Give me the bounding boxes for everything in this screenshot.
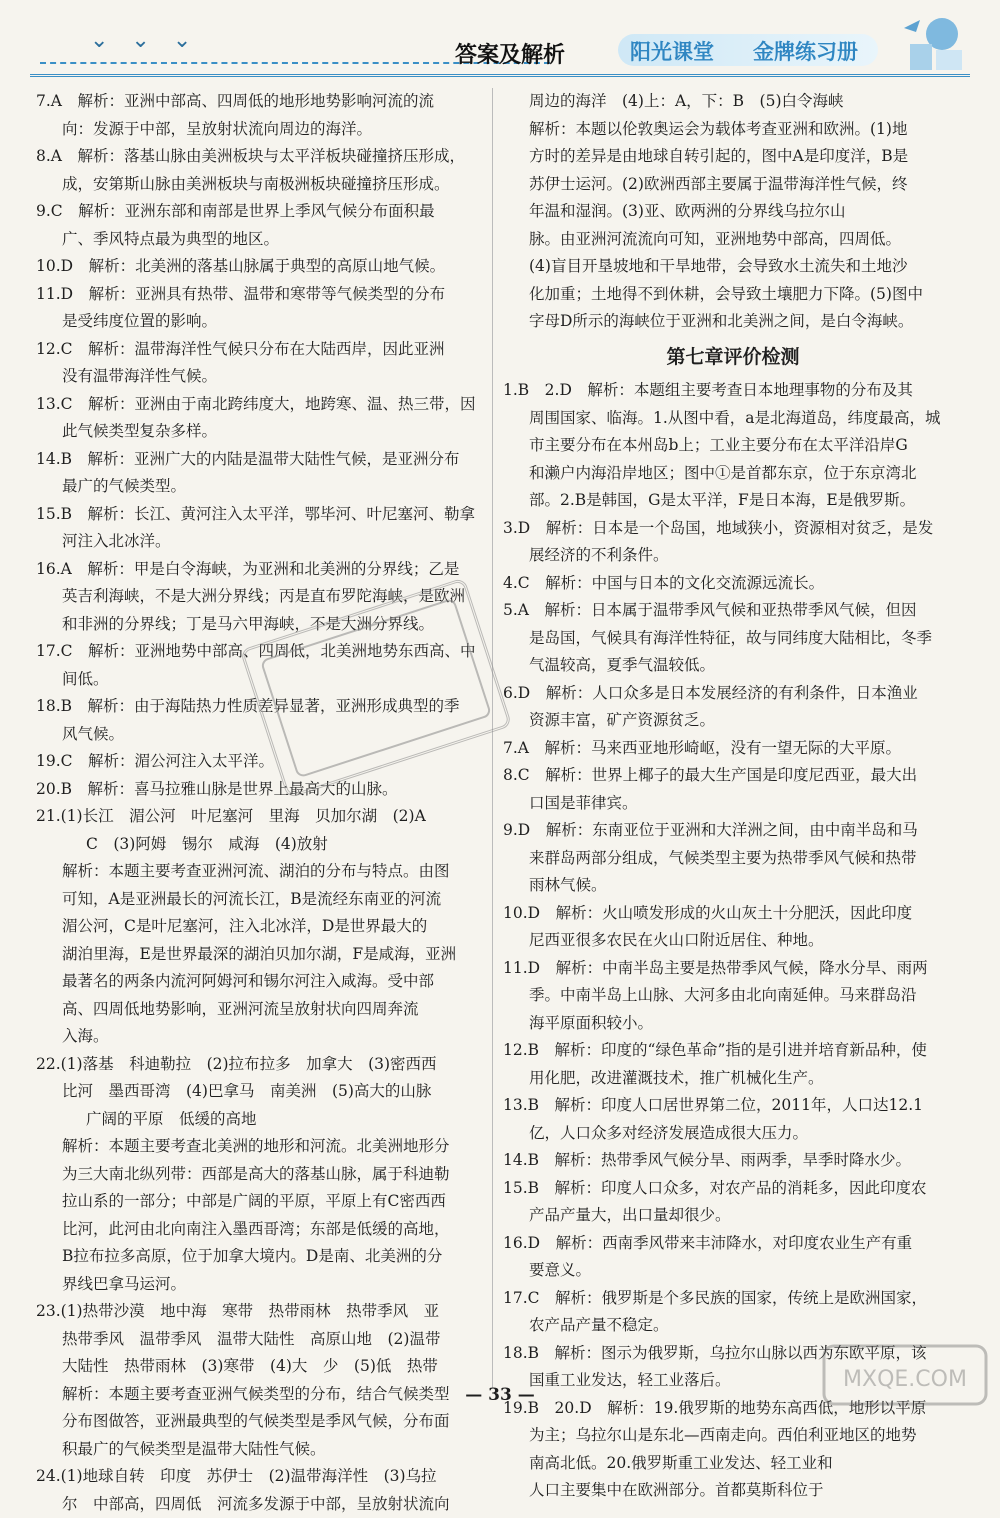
text-line: 大陆性 热带雨林 (3)寒带 (4)大 少 (5)低 热带	[36, 1353, 480, 1381]
text-line: 15.B 解析：长江、黄河注入太平洋，鄂毕河、叶尼塞河、勒拿	[36, 501, 480, 529]
page-number: — 33 —	[0, 1385, 1000, 1405]
text-line: 苏伊士运河。(2)欧洲西部主要属于温带海洋性气候，终	[503, 171, 963, 199]
text-line: 和非洲的分界线；丁是马六甲海峡，不是大洲分界线。	[36, 611, 480, 639]
text-line: 和濑户内海沿岸地区；图中①是首都东京，位于东京湾北	[503, 460, 963, 488]
text-line: 19.C 解析：湄公河注入太平洋。	[36, 748, 480, 776]
text-line: 12.C 解析：温带海洋性气候只分布在大陆西岸，因此亚洲	[36, 336, 480, 364]
text-line: 此气候类型复杂多样。	[36, 418, 480, 446]
text-line: 9.C 解析：亚洲东部和南部是世界上季风气候分布面积最	[36, 198, 480, 226]
text-line: 产品产量大，出口量却很少。	[503, 1202, 963, 1230]
text-line: 18.B 解析：图示为俄罗斯，乌拉尔山脉以西为东欧平原，该	[503, 1340, 963, 1368]
text-line: 人口主要集中在欧洲部分。首都莫斯科位于	[503, 1477, 963, 1505]
brand-name-2: 金牌练习册	[753, 36, 858, 66]
text-line: 21.(1)长江 湄公河 叶尼塞河 里海 贝加尔湖 (2)A	[36, 803, 480, 831]
text-line: 24.(1)地球自转 印度 苏伊士 (2)温带海洋性 (3)乌拉	[36, 1463, 480, 1491]
text-line: 16.A 解析：甲是白令海峡，为亚洲和北美洲的分界线；乙是	[36, 556, 480, 584]
text-line: 8.C 解析：世界上椰子的最大生产国是印度尼西亚，最大出	[503, 762, 963, 790]
text-line: 广阔的平原 低缓的高地	[36, 1106, 480, 1134]
text-line: 最广的气候类型。	[36, 473, 480, 501]
birds-icon: ⌄ ⌄ ⌄	[90, 28, 199, 53]
section-title: 答案及解析	[455, 38, 565, 69]
text-line: 湄公河，C是叶尼塞河，注入北冰洋，D是世界最大的	[36, 913, 480, 941]
decor-illustration-icon	[890, 10, 970, 74]
text-line: 气温较高，夏季气温较低。	[503, 652, 963, 680]
text-line: 1.B 2.D 解析：本题组主要考查日本地理事物的分布及其	[503, 377, 963, 405]
text-line: 为三大南北纵列带：西部是高大的落基山脉，属于科迪勒	[36, 1161, 480, 1189]
text-line: 周围国家、临海。1.从图中看，a是北海道岛，纬度最高，城	[503, 405, 963, 433]
text-line: (4)盲目开垦坡地和干旱地带，会导致水土流失和土地沙	[503, 253, 963, 281]
text-line: 雨林气候。	[503, 872, 963, 900]
text-line: 年温和湿润。(3)亚、欧两洲的分界线乌拉尔山	[503, 198, 963, 226]
text-line: 10.D 解析：火山喷发形成的火山灰土十分肥沃，因此印度	[503, 900, 963, 928]
text-line: 18.B 解析：由于海陆热力性质差异显著，亚洲形成典型的季	[36, 693, 480, 721]
text-line: 分布图做答，亚洲最典型的气候类型是季风气候，分布面	[36, 1408, 480, 1436]
text-line: 向：发源于中部，呈放射状流向周边的海洋。	[36, 116, 480, 144]
text-line: 12.B 解析：印度的“绿色革命”指的是引进并培育新品种，使	[503, 1037, 963, 1065]
text-line: 11.D 解析：中南半岛主要是热带季风气候，降水分旱、雨两	[503, 955, 963, 983]
text-line: 7.A 解析：亚洲中部高、四周低的地形地势影响河流的流	[36, 88, 480, 116]
text-line: 14.B 解析：亚洲广大的内陆是温带大陆性气候，是亚洲分布	[36, 446, 480, 474]
text-line: 是岛国，气候具有海洋性特征，故与同纬度大陆相比，冬季	[503, 625, 963, 653]
text-line: 16.D 解析：西南季风带来丰沛降水，对印度农业生产有重	[503, 1230, 963, 1258]
text-line: 拉山系的一部分；中部是广阔的平原，平原上有C密西西	[36, 1188, 480, 1216]
text-line: 可知，A是亚洲最长的河流长江，B是流经东南亚的河流	[36, 886, 480, 914]
text-line: 解析：本题主要考查亚洲河流、湖泊的分布与特点。由图	[36, 858, 480, 886]
text-line: 化加重；土地得不到休耕，会导致土壤肥力下降。(5)图中	[503, 281, 963, 309]
right-column	[503, 88, 963, 1505]
text-line: 解析：本题以伦敦奥运会为载体考查亚洲和欧洲。(1)地	[503, 116, 963, 144]
text-line: 南高北低。20.俄罗斯重工业发达、轻工业和	[503, 1450, 963, 1478]
text-line: 入海。	[36, 1023, 480, 1051]
text-line: 河注入北冰洋。	[36, 528, 480, 556]
text-line: 13.C 解析：亚洲由于南北跨纬度大，地跨寒、温、热三带，因	[36, 391, 480, 419]
text-line: 解析：本题主要考查北美洲的地形和河流。北美洲地形分	[36, 1133, 480, 1161]
text-line: 方时的差异是由地球自转引起的，图中A是印度洋，B是	[503, 143, 963, 171]
text-line: 最著名的两条内流河阿姆河和锡尔河注入咸海。受中部	[36, 968, 480, 996]
text-line: 热带季风 温带季风 温带大陆性 高原山地 (2)温带	[36, 1326, 480, 1354]
chapter-heading: 第七章评价检测	[503, 344, 963, 372]
text-line: 脉。由亚洲河流流向可知，亚洲地势中部高，四周低。	[503, 226, 963, 254]
text-line: 资源丰富，矿产资源贫乏。	[503, 707, 963, 735]
text-line: 风气候。	[36, 721, 480, 749]
left-column	[36, 88, 480, 1518]
text-line: 5.A 解析：日本属于温带季风气候和亚热带季风气候，但因	[503, 597, 963, 625]
text-line: 成，安第斯山脉由美洲板块与南极洲板块碰撞挤压形成。	[36, 171, 480, 199]
text-line: 要意义。	[503, 1257, 963, 1285]
text-line: 15.B 解析：印度人口众多，对农产品的消耗多，因此印度农	[503, 1175, 963, 1203]
text-line: 没有温带海洋性气候。	[36, 363, 480, 391]
text-line: 湖泊里海，E是世界最深的湖泊贝加尔湖，F是咸海，亚洲	[36, 941, 480, 969]
text-line: 比河，此河由北向南注入墨西哥湾；东部是低缓的高地，	[36, 1216, 480, 1244]
text-line: 用化肥，改进灌溉技术，推广机械化生产。	[503, 1065, 963, 1093]
text-line: 6.D 解析：人口众多是日本发展经济的有利条件，日本渔业	[503, 680, 963, 708]
page-header	[30, 28, 970, 77]
text-line: 来群岛两部分组成，气候类型主要为热带季风气候和热带	[503, 845, 963, 873]
text-line: 7.A 解析：马来西亚地形崎岖，没有一望无际的大平原。	[503, 735, 963, 763]
text-line: 英吉利海峡，不是大洲分界线；丙是直布罗陀海峡，是欧洲	[36, 583, 480, 611]
text-line: 周边的海洋 (4)上：A，下：B (5)白令海峡	[503, 88, 963, 116]
text-line: 解析：本题主要考查亚洲气候类型的分布，结合气候类型	[36, 1381, 480, 1409]
text-line: 9.D 解析：东南亚位于亚洲和大洋洲之间，由中南半岛和马	[503, 817, 963, 845]
text-line: 17.C 解析：俄罗斯是个多民族的国家，传统上是欧洲国家，	[503, 1285, 963, 1313]
text-line: 界线巴拿马运河。	[36, 1271, 480, 1299]
text-line: 13.B 解析：印度人口居世界第二位，2011年，人口达12.1	[503, 1092, 963, 1120]
text-line: 23.(1)热带沙漠 地中海 寒带 热带雨林 热带季风 亚	[36, 1298, 480, 1326]
brand-name-1: 阳光课堂	[630, 36, 714, 66]
text-line: 尼西亚很多农民在火山口附近居住、种地。	[503, 927, 963, 955]
text-line: 季。中南半岛上山脉、大河多由北向南延伸。马来群岛沿	[503, 982, 963, 1010]
text-line: 10.D 解析：北美洲的落基山脉属于典型的高原山地气候。	[36, 253, 480, 281]
text-line: 展经济的不利条件。	[503, 542, 963, 570]
text-line: B拉布拉多高原，位于加拿大境内。D是南、北美洲的分	[36, 1243, 480, 1271]
text-line: 尔 中部高，四周低 河流多发源于中部，呈放射状流向	[36, 1491, 480, 1518]
text-line: 农产品产量不稳定。	[503, 1312, 963, 1340]
text-line: 14.B 解析：热带季风气候分旱、雨两季，旱季时降水少。	[503, 1147, 963, 1175]
text-line: 17.C 解析：亚洲地势中部高、四周低，北美洲地势东西高、中	[36, 638, 480, 666]
text-line: 间低。	[36, 666, 480, 694]
text-line: 为主；乌拉尔山是东北—西南走向。西伯利亚地区的地势	[503, 1422, 963, 1450]
column-divider	[492, 88, 493, 1388]
text-line: 20.B 解析：喜马拉雅山脉是世界上最高大的山脉。	[36, 776, 480, 804]
text-line: 高、四周低地势影响，亚洲河流呈放射状向四周奔流	[36, 996, 480, 1024]
text-line: 广、季风特点最为典型的地区。	[36, 226, 480, 254]
text-line: C (3)阿姆 锡尔 咸海 (4)放射	[36, 831, 480, 859]
text-line: 口国是菲律宾。	[503, 790, 963, 818]
text-line: 11.D 解析：亚洲具有热带、温带和寒带等气候类型的分布	[36, 281, 480, 309]
text-line: 海平原面积较小。	[503, 1010, 963, 1038]
text-line: 19.B 20.D 解析：19.俄罗斯的地势东高西低，地形以平原	[503, 1395, 963, 1423]
text-line: 部。2.B是韩国，G是太平洋，F是日本海，E是俄罗斯。	[503, 487, 963, 515]
text-line: 国重工业发达，轻工业落后。	[503, 1367, 963, 1395]
text-line: 是受纬度位置的影响。	[36, 308, 480, 336]
text-line: 亿，人口众多对经济发展造成很大压力。	[503, 1120, 963, 1148]
brand-banner	[618, 34, 878, 66]
text-line: 积最广的气候类型是温带大陆性气候。	[36, 1436, 480, 1464]
text-line: 3.D 解析：日本是一个岛国，地域狭小，资源相对贫乏，是发	[503, 515, 963, 543]
text-line: 4.C 解析：中国与日本的文化交流源远流长。	[503, 570, 963, 598]
watermark-text: MXQE.COM	[843, 1367, 967, 1392]
text-line: 8.A 解析：落基山脉由美洲板块与太平洋板块碰撞挤压形成，	[36, 143, 480, 171]
text-line: 市主要分布在本州岛b上；工业主要分布在太平洋沿岸G	[503, 432, 963, 460]
text-line: 字母D所示的海峡位于亚洲和北美洲之间，是白令海峡。	[503, 308, 963, 336]
text-line: 比河 墨西哥湾 (4)巴拿马 南美洲 (5)高大的山脉	[36, 1078, 480, 1106]
text-line: 22.(1)落基 科迪勒拉 (2)拉布拉多 加拿大 (3)密西西	[36, 1051, 480, 1079]
